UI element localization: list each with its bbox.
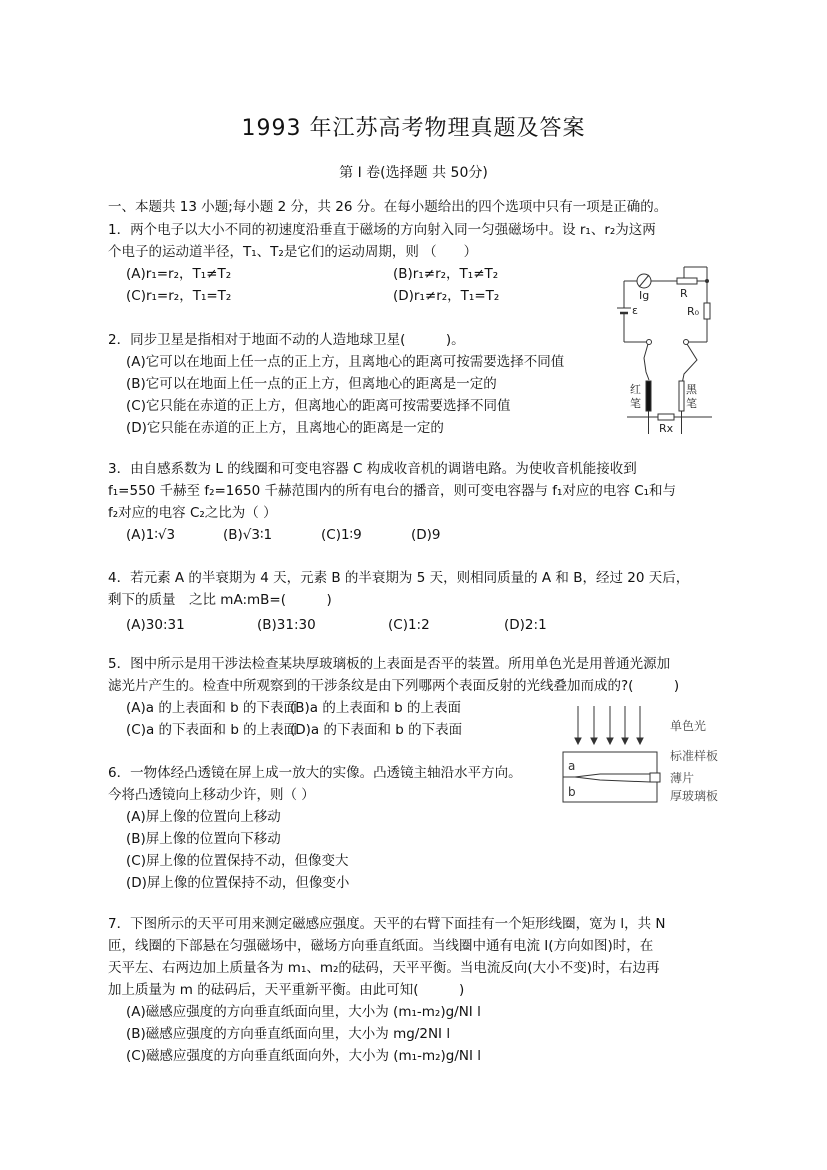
option-c: (C)它只能在赤道的正上方，但离地心的距离可按需要选择不同值 xyxy=(126,398,511,414)
option-a: (A)1∶√3 xyxy=(126,527,176,543)
option-d: (D)9 xyxy=(411,527,441,543)
option-b: (B)a 的上表面和 b 的上表面 xyxy=(290,700,462,716)
question-stem-line: f₁=550 千赫至 f₂=1650 千赫范围内的所有电台的播音，则可变电容器与 f₁对应的电容 C₁和与 xyxy=(108,483,677,499)
option-c: (C)1∶9 xyxy=(321,527,362,543)
option-c: (C)a 的下表面和 b 的上表面 xyxy=(126,722,298,738)
unknown-resistor-label: Rx xyxy=(659,422,674,434)
plate-a-label: a xyxy=(568,759,576,773)
question-stem-line: 1．两个电子以大小不同的初速度沿垂直于磁场的方向射入同一匀强磁场中。设 r₁、r₂为这两 xyxy=(108,222,656,238)
question-stem-line: 滤光片产生的。检查中所观察到的干涉条纹是由下列哪两个表面反射的光线叠加而成的?( ) xyxy=(108,678,680,694)
section-subtitle: 第 I 卷(选择题 共 50分) xyxy=(339,165,488,181)
option-b: (B)31:30 xyxy=(257,617,316,633)
option-a: (A)a 的上表面和 b 的下表面 xyxy=(126,700,297,716)
option-c: (C)1:2 xyxy=(388,617,430,633)
question-stem-line: 今将凸透镜向上移动少许，则（ ） xyxy=(108,787,315,803)
option-d: (D)它只能在赤道的正上方，且离地心的距离是一定的 xyxy=(126,420,444,436)
option-b: (B)屏上像的位置向下移动 xyxy=(126,831,281,847)
option-d: (D)2:1 xyxy=(504,617,547,633)
option-a: (A)屏上像的位置向上移动 xyxy=(126,809,281,825)
option-b: (B)磁感应强度的方向垂直纸面向里，大小为 mg/2NI l xyxy=(126,1026,451,1042)
question-stem-line: 3．由自感系数为 L 的线圈和可变电容器 C 构成收音机的调谐电路。为使收音机能接收到 xyxy=(108,461,637,477)
question-stem-line: 4．若元素 A 的半衰期为 4 天，元素 B 的半衰期为 5 天，则相同质量的 A 和 B，经过 20 天后， xyxy=(108,570,690,586)
question-stem-line: 7．下图所示的天平可用来测定磁感应强度。天平的右臂下面挂有一个矩形线圈，宽为 l，共 N xyxy=(108,916,666,932)
option-b: (B)√3∶1 xyxy=(223,527,273,543)
standard-plate-label: 标准样板 xyxy=(670,749,719,763)
galvanometer-label: Ig xyxy=(639,289,650,302)
option-c: (C)磁感应强度的方向垂直纸面向外，大小为 (m₁-m₂)g/NI l xyxy=(126,1048,482,1064)
option-b: (B)r₁≠r₂，T₁≠T₂ xyxy=(393,266,499,282)
black-probe-label-1: 黑 xyxy=(686,383,697,396)
rheostat-label: R xyxy=(680,287,688,300)
red-probe-label-1: 红 xyxy=(630,383,641,396)
question-stem-line: 剩下的质量 之比 mA:mB=( ) xyxy=(108,592,332,608)
page-title: 1993 年江苏高考物理真题及答案 xyxy=(241,116,586,141)
plate-b-label: b xyxy=(568,785,576,799)
question-stem-line: 加上质量为 m 的砝码后，天平重新平衡。由此可知( ) xyxy=(108,982,465,998)
option-d: (D)a 的下表面和 b 的下表面 xyxy=(290,722,463,738)
black-probe-label-2: 笔 xyxy=(686,397,697,410)
question-stem-line: f₂对应的电容 C₂之比为（ ） xyxy=(108,505,277,521)
option-a: (A)磁感应强度的方向垂直纸面向里，大小为 (m₁-m₂)g/NI l xyxy=(126,1004,481,1020)
option-d: (D)r₁≠r₂，T₁=T₂ xyxy=(393,288,500,304)
question-stem-line: 匝，线圈的下部悬在匀强磁场中，磁场方向垂直纸面。当线圈中通有电流 I(方向如图)时，在 xyxy=(108,938,654,954)
thick-glass-label: 厚玻璃板 xyxy=(670,789,719,803)
section-header: 一、本题共 13 小题;每小题 2 分，共 26 分。在每小题给出的四个选项中只有一项是正确的。 xyxy=(108,199,668,215)
ohmmeter-circuit-diagram xyxy=(612,262,722,434)
option-c: (C)屏上像的位置保持不动，但像变大 xyxy=(126,853,349,869)
option-b: (B)它可以在地面上任一点的正上方，但离地心的距离是一定的 xyxy=(126,376,497,392)
question-stem-line: 6．一物体经凸透镜在屏上成一放大的实像。凸透镜主轴沿水平方向。 xyxy=(108,765,522,781)
option-a: (A)30:31 xyxy=(126,617,185,633)
question-stem-line: 2．同步卫星是指相对于地面不动的人造地球卫星( )。 xyxy=(108,332,465,348)
question-stem-line: 5．图中所示是用干涉法检查某块厚玻璃板的上表面是否平的装置。所用单色光是用普通光源加 xyxy=(108,656,671,672)
red-probe-label-2: 笔 xyxy=(630,397,641,410)
light-label: 单色光 xyxy=(670,719,707,733)
thin-sheet-label: 薄片 xyxy=(670,771,695,785)
question-stem-line: 个电子的运动道半径，T₁、T₂是它们的运动周期，则 （ ） xyxy=(108,244,478,260)
battery-label: ε xyxy=(632,304,638,317)
option-d: (D)屏上像的位置保持不动，但像变小 xyxy=(126,875,350,891)
question-stem-line: 天平左、右两边加上质量各为 m₁、m₂的砝码，天平平衡。当电流反向(大小不变)时，右边再 xyxy=(108,960,660,976)
option-a: (A)r₁=r₂，T₁≠T₂ xyxy=(126,266,232,282)
fixed-resistor-label: R₀ xyxy=(687,305,700,318)
option-a: (A)它可以在地面上任一点的正上方，且离地心的距离可按需要选择不同值 xyxy=(126,354,565,370)
option-c: (C)r₁=r₂，T₁=T₂ xyxy=(126,288,232,304)
interference-setup-diagram xyxy=(560,702,740,807)
